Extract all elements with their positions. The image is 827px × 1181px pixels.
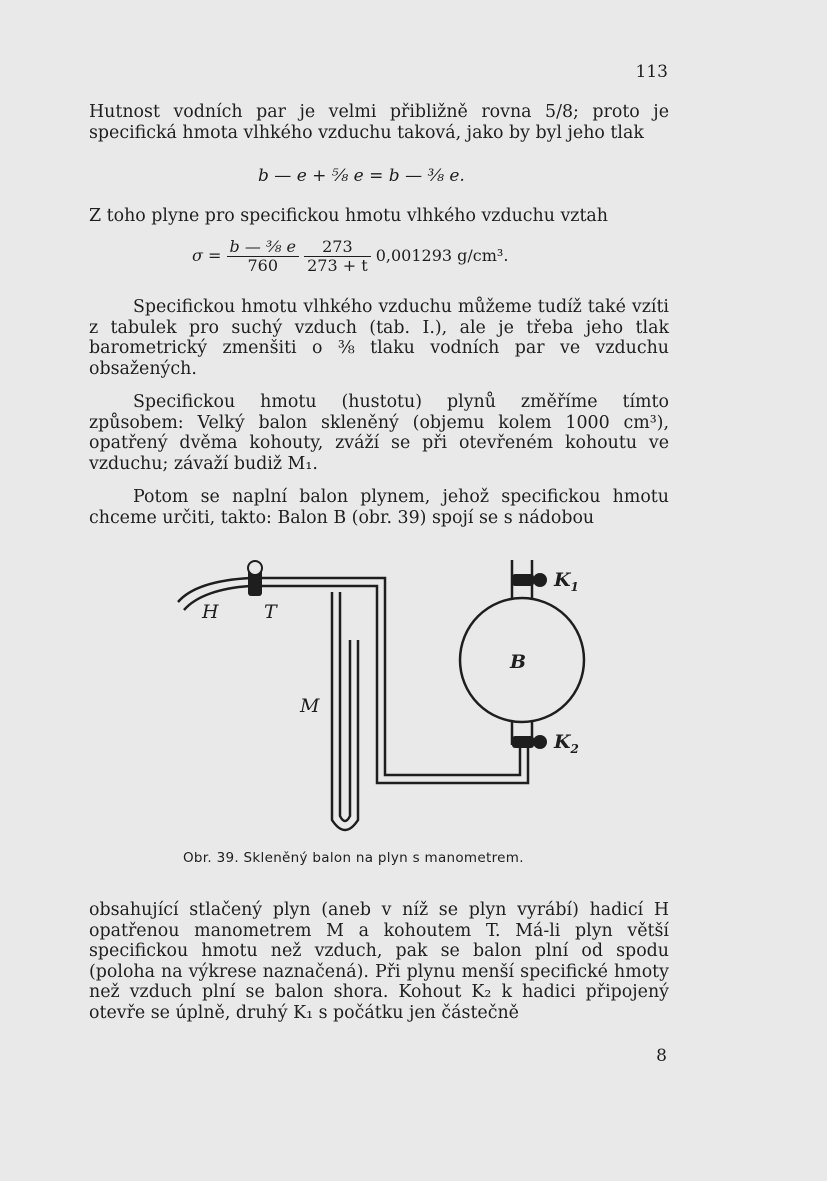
density-formula [192, 238, 508, 275]
fraction-2-denominator: 273 + t [307, 256, 368, 275]
formula-lhs: σ = [192, 246, 222, 265]
paragraph-2-text: Z toho plyne pro specifickou hmotu vlhkého vzduchu vztah [89, 206, 609, 226]
label-k1 [553, 569, 579, 594]
paragraph-6-text: obsahující stlačený plyn (aneb v níž se plyn vyrábí) hadicí H opatřenou manometrem M a kohoutem T. Má-li plyn větší specifickou hmotu než vzduch, pak se balon plní od spodu (poloha na výkrese naznačená). Při plynu menší specifické hmoty než vzduch plní se balon shora. Kohout K₂ k hadici připojený otevře se úplně, druhý K₁ s počátku jen částečně [89, 900, 669, 1023]
tap-k2-body [512, 736, 534, 748]
label-h: H [202, 601, 219, 623]
fraction-1-numerator: b — ⅜ e [227, 238, 299, 257]
label-k2 [553, 731, 579, 756]
paragraph-4-text: Specifickou hmotu (hustotu) plynů změříme tímto způsobem: Velký balon skleněný (objemu kolem 1000 cm³), opatřený dvěma kohouty, zváží se při otevřeném kohoutu ve vzduchu; závaží budiž M₁. [89, 392, 669, 474]
paragraph-1-text: Hutnost vodních par je velmi přibližně rovna 5/8; proto je specifická hmota vlhkého vzduchu taková, jako by byl jeho tlak [89, 102, 669, 143]
label-k1-main: K [554, 569, 571, 591]
apparatus-figure [160, 540, 620, 840]
paragraph-5 [89, 487, 669, 528]
paragraph-3 [89, 297, 669, 379]
page-number: 113 [635, 62, 668, 82]
fraction-2 [304, 238, 371, 275]
fraction-2-numerator: 273 [304, 238, 371, 257]
tap-k1-handle [533, 573, 547, 587]
label-b: B [510, 651, 527, 673]
paragraph-4 [89, 392, 669, 474]
paragraph-3-text: Specifickou hmotu vlhkého vzduchu můžeme tudíž také vzíti z tabulek pro suchý vzduch (tab. I.), ale je třeba jeho tlak barometrický zmenšiti o ⅜ tlaku vodních par ve vzduchu obsažených. [89, 297, 669, 379]
fraction-1 [227, 238, 299, 275]
fraction-1-denominator: 760 [247, 256, 279, 275]
label-m: M [300, 695, 320, 717]
manometer-inner [340, 592, 350, 821]
paragraph-6 [89, 900, 669, 1024]
label-k2-sub: 2 [570, 742, 579, 756]
tap-k1-body [512, 574, 534, 586]
formula-tail: 0,001293 g/cm³. [375, 246, 509, 265]
paragraph-5-text: Potom se naplní balon plynem, jehož specifickou hmotu chceme určiti, takto: Balon B (obr. 39) spojí se s nádobou [89, 487, 669, 528]
figure-caption: Obr. 39. Skleněný balon na plyn s manometrem. [183, 850, 524, 866]
label-t: T [264, 601, 277, 623]
signature-number: 8 [656, 1046, 667, 1066]
paragraph-1 [89, 102, 669, 143]
equation-1: b — e + ⅝ e = b — ⅜ e. [258, 166, 465, 186]
manometer-left-tube [332, 592, 358, 830]
label-k2-main: K [554, 731, 571, 753]
hose-h-inner [184, 586, 528, 783]
paragraph-2 [89, 206, 669, 227]
tap-k2-handle [533, 735, 547, 749]
tap-t-handle [248, 561, 262, 575]
label-k1-sub: 1 [570, 580, 579, 594]
